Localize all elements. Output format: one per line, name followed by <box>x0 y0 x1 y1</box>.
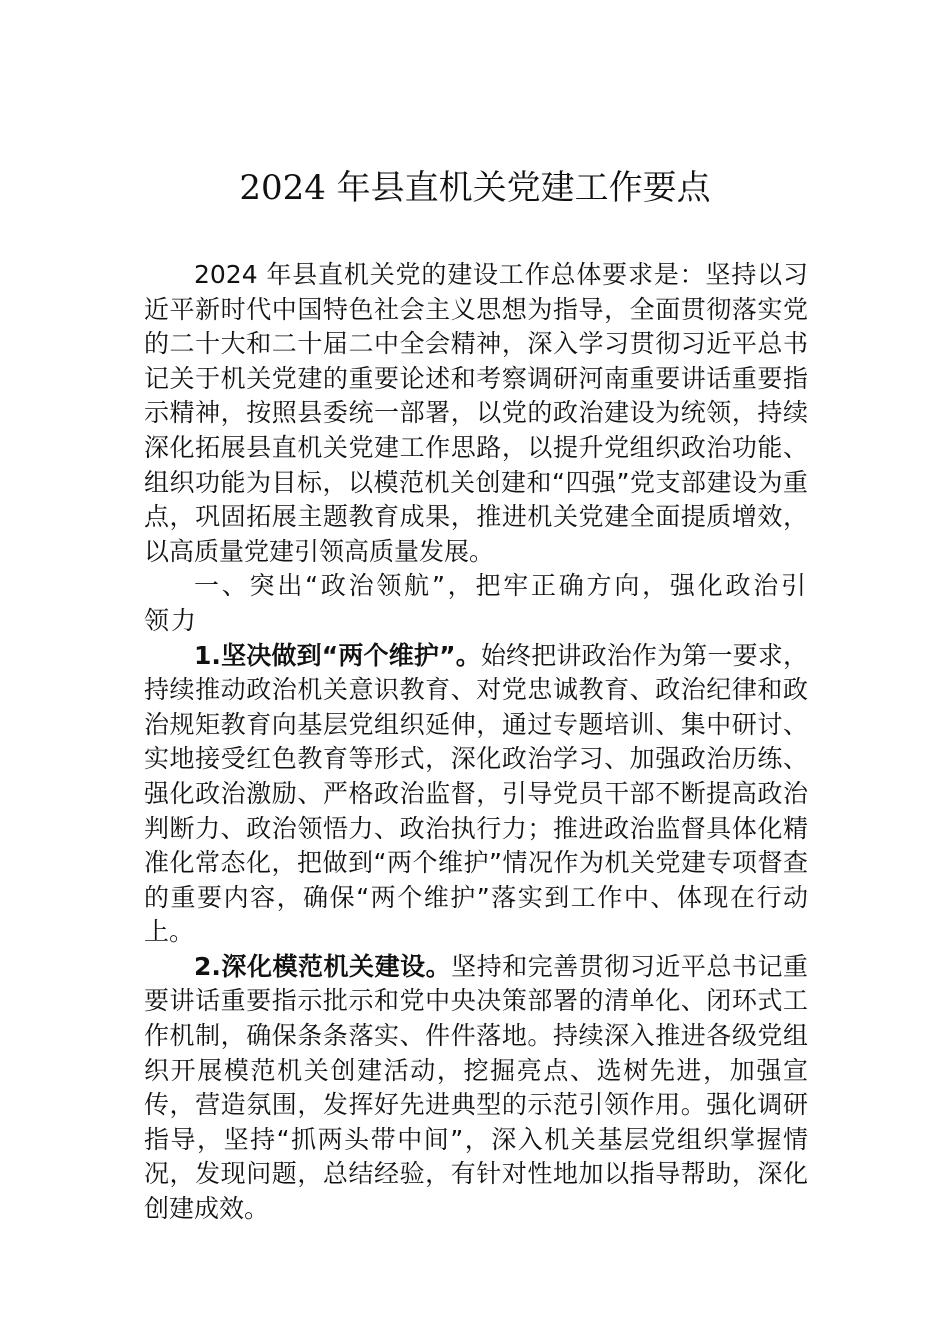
item-text-2: 坚持和完善贯彻习近平总书记重要讲话重要指示批示和党中央决策部署的清单化、闭环式工作机制，确保条条落实、件件落地。持续深入推进各级党组织开展模范机关创建活动，挖掘亮点、选树先进，加强宣传，营造氛围，发挥好先进典型的示范引领作用。强化调研指导，坚持“抓两头带中间”，深入机关基层党组织掌握情况，发现问题，总结经验，有针对性地加以指导帮助，深化创建成效。 <box>144 951 808 1224</box>
item-text-1: 始终把讲政治作为第一要求，持续推动政治机关意识教育、对党忠诚教育、政治纪律和政治规矩教育向基层党组织延伸，通过专题培训、集中研讨、实地接受红色教育等形式，深化政治学习、加强政治历练、强化政治激励、严格政治监督，引导党员干部不断提高政治判断力、政治领悟力、政治执行力；推进政治监督具体化精准化常态化，把做到“两个维护”情况作为机关党建专项督查的重要内容，确保“两个维护”落实到工作中、体现在行动上。 <box>144 640 808 947</box>
intro-paragraph: 2024 年县直机关党的建设工作总体要求是：坚持以习近平新时代中国特色社会主义思想为指导，全面贯彻落实党的二十大和二十届二中全会精神，深入学习贯彻习近平总书记关于机关党建的重要论述和考察调研河南重要讲话重要指示精神，按照县委统一部署，以党的政治建设为统领，持续深化拓展县直机关党建工作思路，以提升党组织政治功能、组织功能为目标，以模范机关创建和“四强”党支部建设为重点，巩固拓展主题教育成果，推进机关党建全面提质增效，以高质量党建引领高质量发展。 <box>144 260 808 566</box>
document-body <box>144 258 808 1227</box>
document-title: 2024 年县直机关党建工作要点 <box>239 168 711 208</box>
item-lead-2: 2.深化模范机关建设。 <box>194 951 452 981</box>
item-paragraph-1 <box>144 639 808 950</box>
item-lead-1: 1.坚决做到“两个维护”。 <box>194 640 481 670</box>
section-heading: 一、突出“政治领航”，把牢正确方向，强化政治引领力 <box>144 571 808 635</box>
item-paragraph-2 <box>144 950 808 1227</box>
